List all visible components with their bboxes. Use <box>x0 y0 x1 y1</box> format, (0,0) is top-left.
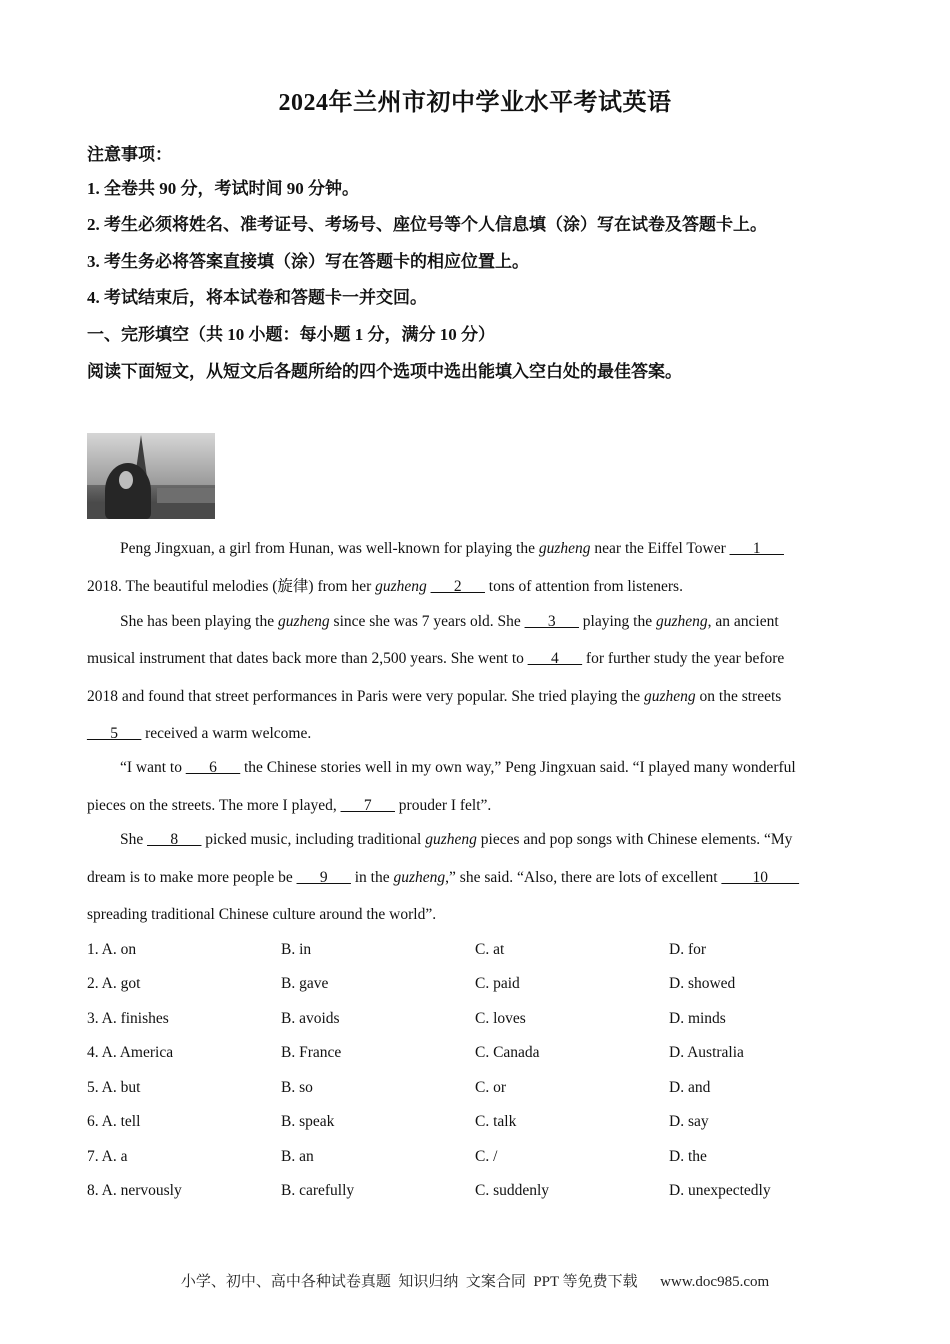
option-5b: B. so <box>281 1079 313 1096</box>
option-6a: 6. A. tell <box>87 1113 141 1130</box>
notice-item-1: 1. 全卷共 90 分，考试时间 90 分钟。 <box>87 179 359 198</box>
passage-line: pieces on the streets. The more I played, ___7___ prouder I felt”. <box>87 797 492 814</box>
option-6b: B. speak <box>281 1113 335 1130</box>
passage-line: dream is to make more people be ___9___ in the guzheng,” she said. “Also, there are lots of excellent ____10____ <box>87 869 799 886</box>
passage-line: 2018 and found that street performances in Paris were very popular. She tried playing the guzheng on the streets <box>87 688 782 705</box>
option-4d: D. Australia <box>669 1044 744 1061</box>
notice-item-4: 4. 考试结束后，将本试卷和答题卡一并交回。 <box>87 288 427 307</box>
option-5c: C. or <box>475 1079 506 1096</box>
option-3a: 3. A. finishes <box>87 1010 169 1027</box>
notice-item-2: 2. 考生必须将姓名、准考证号、考场号、座位号等个人信息填（涂）写在试卷及答题卡上。 <box>87 215 767 234</box>
blank-9: ___9___ <box>296 869 351 886</box>
blank-10: ____10____ <box>721 869 799 886</box>
option-2a: 2. A. got <box>87 975 141 992</box>
blank-3: ___3___ <box>524 613 579 630</box>
option-8c: C. suddenly <box>475 1182 550 1199</box>
option-4b: B. France <box>281 1044 342 1061</box>
option-3d: D. minds <box>669 1010 726 1027</box>
option-3b: B. avoids <box>281 1010 340 1027</box>
blank-1: ___1___ <box>729 540 784 557</box>
option-5a: 5. A. but <box>87 1079 141 1096</box>
option-7a: 7. A. a <box>87 1148 128 1165</box>
page-footer: 小学、初中、高中各种试卷真题 知识归纳 文案合同 PPT 等免费下载 www.doc985.com <box>180 1274 770 1290</box>
option-7d: D. the <box>669 1148 707 1165</box>
option-7b: B. an <box>281 1148 314 1165</box>
passage-line: “I want to ___6___ the Chinese stories well in my own way,” Peng Jingxuan said. “I played many wonderful <box>120 759 796 776</box>
blank-6: ___6___ <box>185 759 241 776</box>
option-2c: C. paid <box>475 975 520 992</box>
blank-8: ___8___ <box>147 831 202 848</box>
option-1c: C. at <box>475 941 505 958</box>
passage-line: spreading traditional Chinese culture around the world”. <box>87 906 437 923</box>
section-instruction: 阅读下面短文，从短文后各题所给的四个选项中选出能填入空白处的最佳答案。 <box>87 362 682 381</box>
option-2b: B. gave <box>281 975 329 992</box>
option-8d: D. unexpectedly <box>669 1182 771 1199</box>
blank-2: ___2___ <box>430 578 485 595</box>
option-4a: 4. A. America <box>87 1044 174 1061</box>
passage-line: She ___8___ picked music, including traditional guzheng pieces and pop songs with Chinese elements. “My <box>120 831 793 848</box>
passage-line: She has been playing the guzheng since she was 7 years old. She ___3___ playing the guzheng, an ancient <box>120 613 779 630</box>
option-5d: D. and <box>669 1079 711 1096</box>
option-1b: B. in <box>281 941 312 958</box>
passage-photo <box>87 433 215 519</box>
passage-line: Peng Jingxuan, a girl from Hunan, was well-known for playing the guzheng near the Eiffel Tower ___1___ <box>120 540 784 557</box>
option-4c: C. Canada <box>475 1044 540 1061</box>
option-6c: C. talk <box>475 1113 517 1130</box>
section-heading: 一、完形填空（共 10 小题：每小题 1 分，满分 10 分） <box>87 325 495 344</box>
option-3c: C. loves <box>475 1010 526 1027</box>
blank-4: ___4___ <box>527 650 583 667</box>
blank-7: ___7___ <box>340 797 395 814</box>
passage-line: musical instrument that dates back more than 2,500 years. She went to ___4___ for further study the year before <box>87 650 785 667</box>
option-2d: D. showed <box>669 975 736 992</box>
page-title: 2024年兰州市初中学业水平考试英语 <box>278 90 672 116</box>
option-1d: D. for <box>669 941 707 958</box>
passage-line: ___5___ received a warm welcome. <box>87 725 312 742</box>
option-8a: 8. A. nervously <box>87 1182 182 1199</box>
option-6d: D. say <box>669 1113 709 1130</box>
notice-heading: 注意事项： <box>87 145 172 164</box>
blank-5: ___5___ <box>87 725 142 742</box>
option-7c: C. / <box>475 1148 498 1165</box>
notice-item-3: 3. 考生务必将答案直接填（涂）写在答题卡的相应位置上。 <box>87 252 529 271</box>
passage-line: 2018. The beautiful melodies (旋律) from her guzheng ___2___ tons of attention from listeners. <box>87 578 683 595</box>
option-8b: B. carefully <box>281 1182 355 1199</box>
option-1a: 1. A. on <box>87 941 137 958</box>
